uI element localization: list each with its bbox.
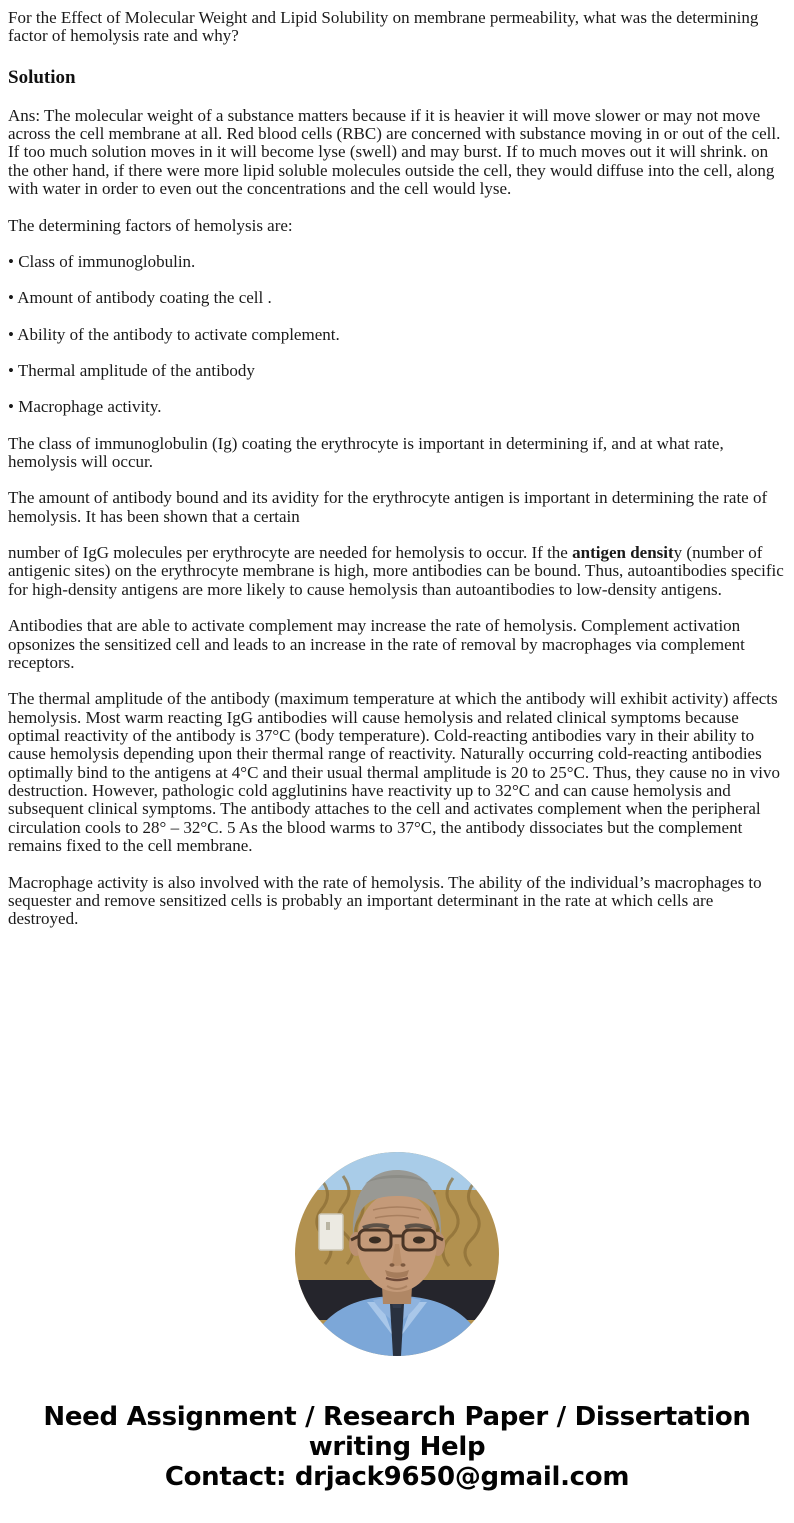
paragraph-class-of-ig: The class of immunoglobulin (Ig) coating the erythrocyte is important in determining if, and at what rate, hemolysis will occur.: [8, 433, 724, 472]
paragraph-igg-density: [8, 544, 784, 599]
paragraph-macrophage-activity: Macrophage activity is also involved with the rate of hemolysis. The ability of the individual’s macrophages to sequester and remove sensitized cells is probably an important determinant in the rate at which cells are destroyed.: [8, 872, 762, 929]
factor-item-thermal: • Thermal amplitude of the antibody: [8, 360, 255, 380]
factor-item-ability: • Ability of the antibody to activate complement.: [8, 324, 340, 344]
nostril-left: [390, 1263, 395, 1267]
answer-paragraph: [8, 107, 784, 199]
wall-switch-plate: [319, 1214, 343, 1250]
igg-text-before: number of IgG molecules per erythrocyte are needed for hemolysis to occur. If the: [8, 543, 573, 563]
paragraph-thermal-amplitude: The thermal amplitude of the antibody (maximum temperature at which the antibody will exhibit activity) affects hemolysis. Most warm reacting IgG antibodies will cause hemolysis and related clinical symptoms because optimal reactivity of the antibody is 37°C (body temperature). Cold-reacting antibodies vary in their ability to cause hemolysis depending upon their thermal range of reactivity. Naturally occurring cold-reacting antibodies optimally bind to the antigens at 4°C and their usual thermal amplitude is 20 to 25°C. Thus, they cause no in vivo destruction. However, pathologic cold agglutinins have reactivity up to 32°C and can cause hemolysis and subsequent clinical symptoms. The antibody attaches to the cell and activates complement when the peripheral circulation cools to 28° – 32°C. 5 As the blood warms to 37°C, the antibody dissociates but the complement remains fixed to the cell membrane.: [8, 689, 781, 856]
question-text: For the Effect of Molecular Weight and Lipid Solubility on membrane permeability, what was the determining factor of hemolysis rate and why?: [8, 8, 759, 46]
nostril-right: [401, 1263, 406, 1267]
footer-banner: [0, 1402, 794, 1492]
eye-right: [413, 1237, 425, 1244]
igg-text-after: y (number of antigenic sites) on the erythrocyte membrane is high, more antibodies can be bound. Thus, autoantibodies specific for high-density antigens are more likely to cause hemolysis than autoantibodies to low-density antigens.: [8, 543, 784, 599]
factor-item-macrophage: • Macrophage activity.: [8, 397, 162, 417]
switch-detail: [326, 1222, 330, 1230]
footer-heading: Need Assignment / Research Paper / Dissertation writing Help: [43, 1402, 751, 1462]
paragraph-complement: Antibodies that are able to activate complement may increase the rate of hemolysis. Complement activation opsonizes the sensitized cell and leads to an increase in the rate of removal by macrophages via complement receptors.: [8, 616, 745, 672]
factor-item-class: • Class of immunoglobulin.: [8, 251, 196, 271]
solution-heading: Solution: [8, 66, 76, 88]
answer-line-1: Ans: The molecular weight of a substance matters because if it is heavier it will move slower or may not move across the cell membrane at all. Red blood cells (RBC) are concerned with substance moving in or out of the cell.: [8, 105, 781, 144]
footer-contact-email: Contact: drjack9650@gmail.com: [164, 1462, 630, 1492]
paragraph-antibody-amount: The amount of antibody bound and its avidity for the erythrocyte antigen is important in determining the rate of hemolysis. It has been shown that a certain: [8, 488, 768, 526]
eye-left: [369, 1237, 381, 1244]
antigen-density-bold: antigen densit: [572, 543, 674, 563]
answer-line-2: If too much solution moves in it will become lyse (swell) and may burst. If to much moves out it will shrink. on the other hand, if there were more lipid soluble molecules outside the cell, they would diffuse into the cell, along with water in order to even out the concentrations and the cell would lyse.: [8, 142, 775, 199]
factors-intro: The determining factors of hemolysis are:: [8, 215, 293, 235]
factor-item-amount: • Amount of antibody coating the cell .: [8, 288, 272, 308]
profile-photo-image: [295, 1152, 499, 1356]
profile-photo: [295, 1152, 499, 1356]
